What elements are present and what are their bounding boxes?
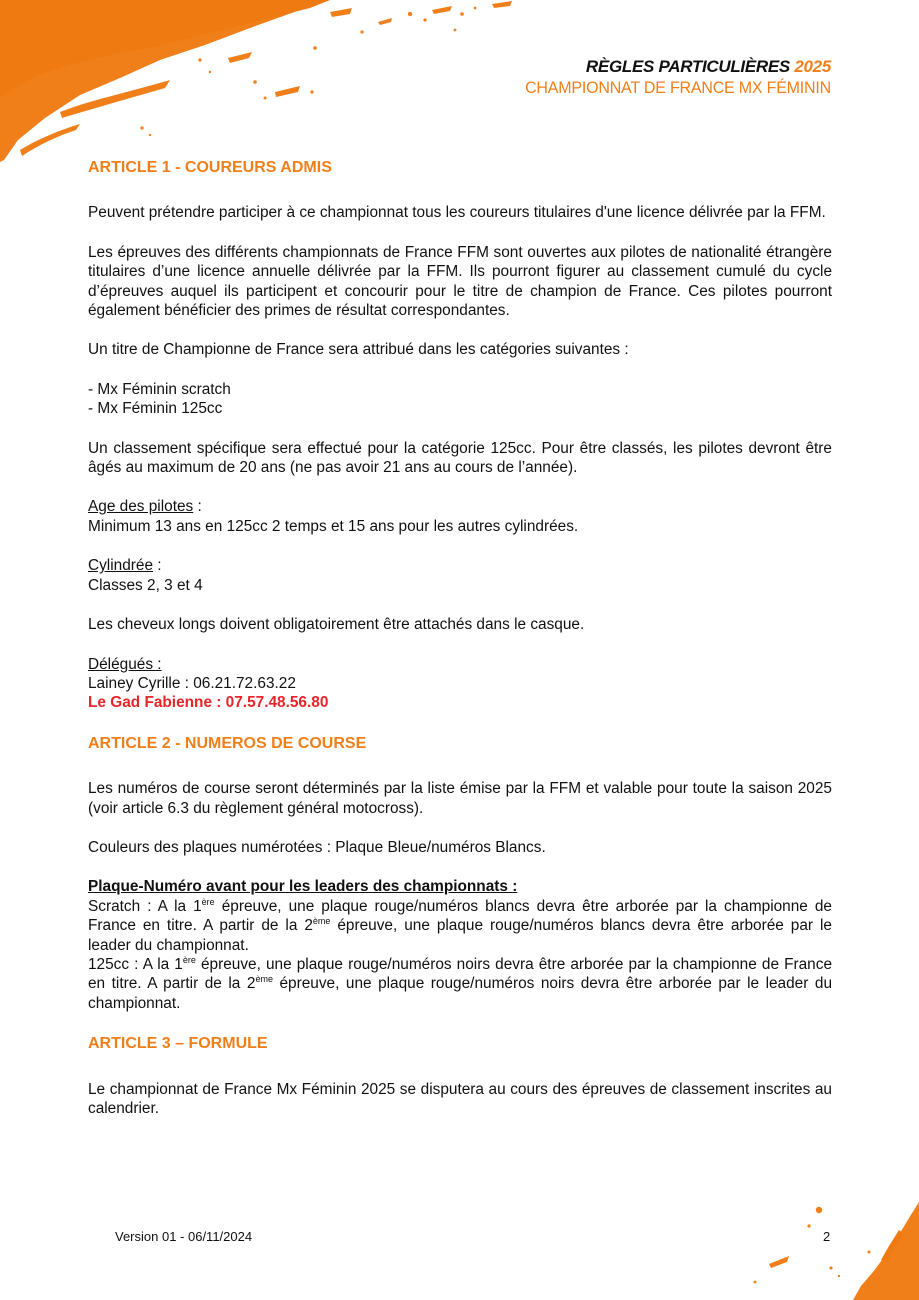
ordinal-sup: ère <box>182 954 196 965</box>
category-item: - Mx Féminin scratch <box>88 380 231 398</box>
paint-splash-decoration <box>0 0 520 170</box>
footer-version: Version 01 - 06/11/2024 <box>115 1229 253 1244</box>
article-1-paragraph-3: Un titre de Championne de France sera attribué dans les catégories suivantes : <box>88 341 629 359</box>
category-item: - Mx Féminin 125cc <box>88 400 223 418</box>
article-2-heading: ARTICLE 2 - NUMEROS DE COURSE <box>88 734 367 752</box>
age-label: Age des pilotes <box>88 498 194 516</box>
article-1-paragraph-2: Les épreuves des différents championnats de France FFM sont ouvertes aux pilotes de nationalité étrangère titulaires d’une licence annuelle délivrée par la FFM. Ils pourront figurer au classement cumulé du cycle d’épreuves auquel ils participent et concourir pour le titre de champion de France. Ces pilotes pourront également bénéficier des primes de résultat correspondantes. <box>88 243 832 320</box>
delegate-entry: Lainey Cyrille : 06.21.72.63.22 <box>88 674 296 692</box>
article-2-paragraph-2: Couleurs des plaques numérotées : Plaque Bleue/numéros Blancs. <box>88 838 546 856</box>
paint-splash-decoration-bottom <box>749 1190 919 1300</box>
article-1-paragraph-1: Peuvent prétendre participer à ce championnat tous les coureurs titulaires d'une licence délivrée par la FFM. <box>88 204 826 222</box>
header-title <box>525 56 831 78</box>
header-subtitle: CHAMPIONNAT DE FRANCE MX FÉMININ <box>525 79 831 98</box>
125cc-text-a: 125cc : A la 1 <box>88 955 183 973</box>
article-1-paragraph-4: Un classement spécifique sera effectué pour la catégorie 125cc. Pour être classés, les pilotes devront être âgés au maximum de 20 ans (ne pas avoir 21 ans au cours de l’année). <box>88 439 832 477</box>
hair-rule: Les cheveux longs doivent obligatoirement être attachés dans le casque. <box>88 616 585 634</box>
document-header <box>525 56 831 100</box>
article-1-heading: ARTICLE 1 - COUREURS ADMIS <box>88 159 332 176</box>
page-number: 2 <box>823 1229 831 1244</box>
cylinder-text: Classes 2, 3 et 4 <box>88 576 203 594</box>
article-3-heading: ARTICLE 3 – FORMULE <box>88 1035 268 1053</box>
ordinal-sup: ème <box>255 974 273 985</box>
scratch-plate-rule <box>88 897 832 955</box>
plate-heading: Plaque-Numéro avant pour les leaders des championnats : <box>88 878 518 896</box>
cylinder-label-line <box>88 556 832 575</box>
scratch-text-a: Scratch : A la 1 <box>88 897 202 915</box>
delegates-label: Délégués : <box>88 655 162 673</box>
scratch-text-b: épreuve, une plaque rouge/numéros blancs devra être arborée par la championne de France en titre. A partir de la 2 <box>88 897 832 935</box>
cylinder-label: Cylindrée <box>88 557 154 575</box>
document-body <box>88 158 832 1118</box>
age-text: Minimum 13 ans en 125cc 2 temps et 15 ans pour les autres cylindrées. <box>88 517 579 535</box>
header-title-year: 2025 <box>794 57 831 76</box>
header-title-prefix: RÈGLES PARTICULIÈRES <box>585 57 790 76</box>
cylinder-label-suffix: : <box>153 557 162 575</box>
age-label-suffix: : <box>193 498 202 516</box>
125cc-plate-rule <box>88 955 832 1013</box>
scratch-text-c: épreuve, une plaque rouge/numéros blancs devra être arborée par le leader du championnat. <box>88 917 832 954</box>
article-2-paragraph-1: Les numéros de course seront déterminés par la liste émise par la FFM et valable pour toute la saison 2025 (voir article 6.3 du règlement général motocross). <box>88 780 832 817</box>
ordinal-sup: ème <box>312 916 331 927</box>
125cc-text-b: épreuve, une plaque rouge/numéros noirs devra être arborée par la championne de France en titre. A partir de la 2 <box>88 955 832 993</box>
age-label-line <box>88 497 832 516</box>
article-3-paragraph-1: Le championnat de France Mx Féminin 2025 se disputera au cours des épreuves de classement inscrites au calendrier. <box>88 1080 832 1117</box>
ordinal-sup: ère <box>201 896 215 907</box>
125cc-text-c: épreuve, une plaque rouge/numéros noirs devra être arborée par le leader du championnat. <box>88 975 833 1012</box>
delegate-entry-highlight: Le Gad Fabienne : 07.57.48.56.80 <box>88 694 329 712</box>
